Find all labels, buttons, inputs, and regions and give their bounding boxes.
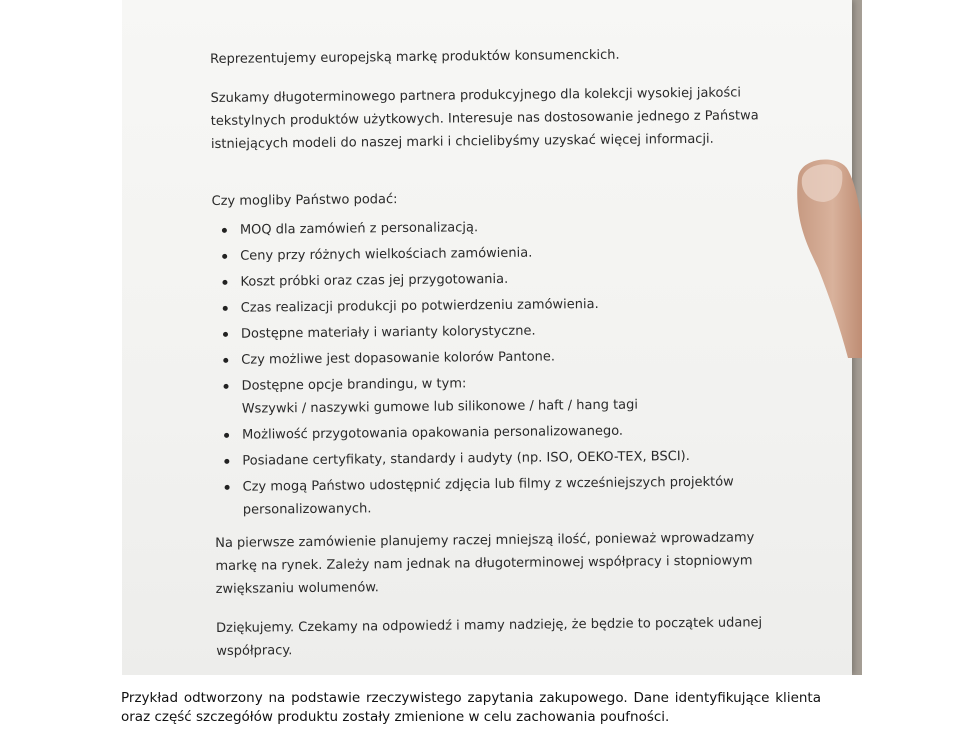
list-item: Ceny przy różnych wielkościach zamówienia. xyxy=(222,239,772,268)
list-item: Czas realizacji produkcji po potwierdzeniu zamówienia. xyxy=(223,291,773,320)
letter-question-lead: Czy mogliby Państwo podać: xyxy=(211,192,398,209)
list-item: Możliwość przygotowania opakowania personalizowanego. xyxy=(224,418,774,447)
branding-label: Dostępne opcje brandingu, w tym: xyxy=(241,376,467,394)
list-item: Czy możliwe jest dopasowanie kolorów Pantone. xyxy=(223,343,773,372)
paper-sheet xyxy=(122,0,852,675)
letter-photo xyxy=(122,0,862,675)
list-item-branding xyxy=(223,369,773,421)
list-item: Czy mogą Państwo udostępnić zdjęcia lub filmy z wcześniejszych projektów personalizowanych. xyxy=(224,470,774,522)
list-item: Posiadane certyfikaty, standardy i audyty (np. ISO, OEKO-TEX, BSCI). xyxy=(224,444,774,473)
branding-options: Wszywki / naszywki gumowe lub silikonowe / haft / hang tagi xyxy=(241,397,639,417)
letter-text xyxy=(210,42,777,675)
question-list xyxy=(222,213,775,522)
list-item: Koszt próbki oraz czas jej przygotowania. xyxy=(222,265,772,294)
list-item: Dostępne materiały i warianty kolorystyczne. xyxy=(223,317,773,346)
figure-caption: Przykład odtworzony na podstawie rzeczywistego zapytania zakupowego. Dane identyfikujące klienta oraz część szczegółów produktu zostały zmienione w celu zachowania poufności. xyxy=(121,690,821,725)
letter-request: Szukamy długoterminowego partnera produkcyjnego dla kolekcji wysokiej jakości tekstylnych produktów użytkowych. Interesuje nas dostosowanie jednego z Państwa istniejących modeli do naszej marki i chcielibyśmy uzyskać więcej informacji. xyxy=(210,85,759,152)
thumb-image xyxy=(778,148,862,358)
letter-closing: Dziękujemy. Czekamy na odpowiedź i mamy nadzieję, że będzie to początek udanej współpracy. xyxy=(216,615,763,659)
letter-first-order: Na pierwsze zamówienie planujemy raczej mniejszą ilość, ponieważ wprowadzamy markę na rynek. Zależy nam jednak na długoterminowej współpracy i stopniowym zwiększaniu wolumenów. xyxy=(215,530,755,597)
letter-intro: Reprezentujemy europejską markę produktów konsumenckich. xyxy=(210,47,620,67)
list-item: MOQ dla zamówień z personalizacją. xyxy=(222,213,772,242)
